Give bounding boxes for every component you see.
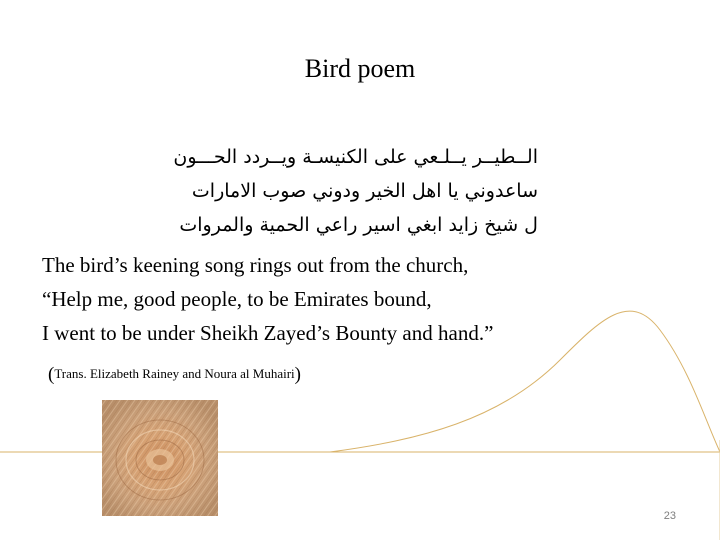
credit-text: Trans. Elizabeth Rainey and Noura al Muhairi [54, 366, 295, 381]
page-number: 23 [663, 510, 676, 522]
arabic-verse-line-1: الــطيــر يــلـعي على الكنيسـة ويــردد الحـــون [173, 146, 538, 168]
curve-accent-line [330, 311, 720, 452]
arabic-verse-line-2: ساعدوني يا اهل الخير ودوني صوب الامارات [191, 180, 538, 202]
english-verse-line-1: The bird’s keening song rings out from the church, [42, 253, 469, 277]
arabic-verse-line-3: ل شيخ زايد ابغي اسير راعي الحمية والمروات [179, 214, 538, 236]
credit-open-paren: ( [48, 364, 55, 385]
woven-basket-image [102, 400, 218, 516]
credit-close-paren: ) [294, 364, 301, 385]
english-verse-line-2: “Help me, good people, to be Emirates bound, [42, 287, 432, 311]
english-verse-line-3: I went to be under Sheikh Zayed’s Bounty and hand.” [42, 321, 494, 345]
slide-title: Bird poem [304, 54, 416, 83]
